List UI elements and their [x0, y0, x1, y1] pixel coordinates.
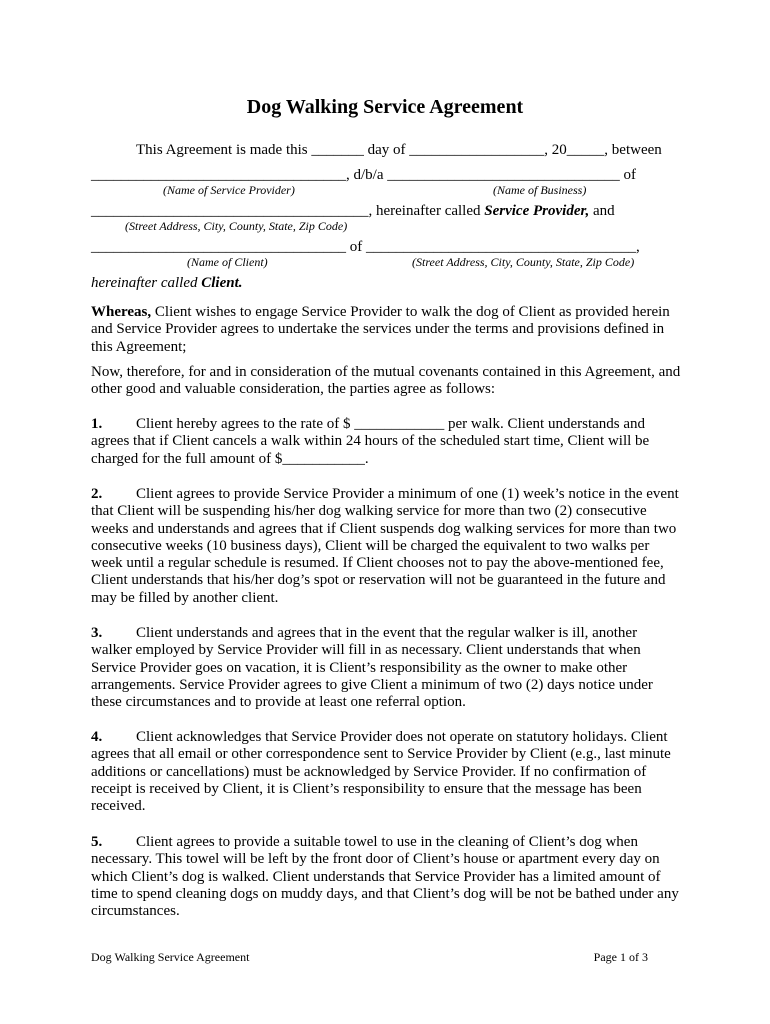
- caption-address-1: (Street Address, City, County, State, Zip Code): [125, 219, 348, 233]
- intro-line-5-prefix: hereinafter called: [91, 275, 202, 291]
- caption-service-provider: (Name of Service Provider): [163, 183, 295, 197]
- service-provider-term: Service Provider,: [484, 203, 590, 219]
- whereas-text: Client wishes to engage Service Provider to walk the dog of Client as provided herein and Service Provider agrees to undertake the services under the terms and provisions defined in this Agreement;: [91, 304, 670, 355]
- document-title: Dog Walking Service Agreement: [246, 96, 524, 118]
- now-therefore-paragraph: Now, therefore, for and in consideration of the mutual covenants contained in this Agreement, and other good and valuable consideration, the parties agree as follows:: [91, 364, 681, 398]
- clause-4: [91, 729, 681, 815]
- whereas-paragraph: [91, 304, 681, 356]
- footer-title: Dog Walking Service Agreement: [91, 950, 250, 964]
- clause-4-number: 4.: [91, 729, 103, 745]
- clause-1-text: Client hereby agrees to the rate of $ ____________ per walk. Client understands and agrees that if Client cancels a walk within 24 hours of the scheduled start time, Client will be charged for the full amount of $___________.: [91, 416, 650, 467]
- clause-3-number: 3.: [91, 625, 103, 641]
- intro-line-1: This Agreement is made this _______ day of __________________, 20_____, between: [136, 142, 662, 158]
- intro-line-3: [91, 202, 615, 220]
- whereas-lead: Whereas,: [91, 304, 152, 320]
- clause-3-text: Client understands and agrees that in the event that the regular walker is ill, another walker employed by Service Provider will fill in as necessary. Client understands that when Service Provider goes on vacation, it is Client’s responsibility as the owner to make other arrangements. Service Provider agrees to give Client a minimum of two (2) days notice under these circumstances and to provide at least one referral option.: [91, 625, 653, 711]
- clause-5-number: 5.: [91, 834, 103, 850]
- clause-1: [91, 416, 681, 468]
- clause-3: [91, 625, 681, 711]
- clause-2-text: Client agrees to provide Service Provider a minimum of one (1) week’s notice in the event that Client will be suspending his/her dog walking service for more than two (2) consecutive weeks and understands and agrees that if Client suspends dog walking services for more than two consecutive weeks (10 business days), Client will be charged the equivalent to two walks per week until a regular schedule is resumed. If Client chooses not to pay the above-mentioned fee, Client understands that his/her dog’s spot or reservation will not be guaranteed in the future and may be filled by another client.: [91, 486, 679, 606]
- client-term: Client.: [201, 275, 243, 291]
- caption-business: (Name of Business): [493, 183, 587, 197]
- intro-line-5: [91, 274, 243, 292]
- clause-5-text: Client agrees to provide a suitable towel to use in the cleaning of Client’s dog when necessary. This towel will be left by the front door of Client’s house or apartment every day on which Client’s dog is walked. Client understands that Service Provider has a limited amount of time to spend cleaning dogs on muddy days, and that Client’s dog will be not be bathed under any circumstances.: [91, 834, 679, 920]
- clause-5: [91, 834, 681, 920]
- clause-4-text: Client acknowledges that Service Provider does not operate on statutory holidays. Client agrees that all email or other correspondence sent to Service Provider by Client (e.g., last minute additions or cancellations) must be acknowledged by Service Provider. If no confirmation of receipt is received by Client, it is Client’s responsibility to ensure that the message has been received.: [91, 729, 671, 815]
- clause-1-number: 1.: [91, 416, 103, 432]
- intro-line-3-blank: _____________________________________, hereinafter called: [91, 203, 485, 219]
- caption-client: (Name of Client): [187, 255, 268, 269]
- footer-page-number: Page 1 of 3: [593, 950, 648, 964]
- intro-line-4: __________________________________ of ____________________________________,: [91, 239, 640, 255]
- caption-address-2: (Street Address, City, County, State, Zip Code): [412, 255, 635, 269]
- clause-2: [91, 486, 681, 607]
- clause-2-number: 2.: [91, 486, 103, 502]
- intro-line-3-end: and: [589, 203, 615, 219]
- intro-line-2: __________________________________, d/b/a _______________________________ of: [91, 167, 636, 183]
